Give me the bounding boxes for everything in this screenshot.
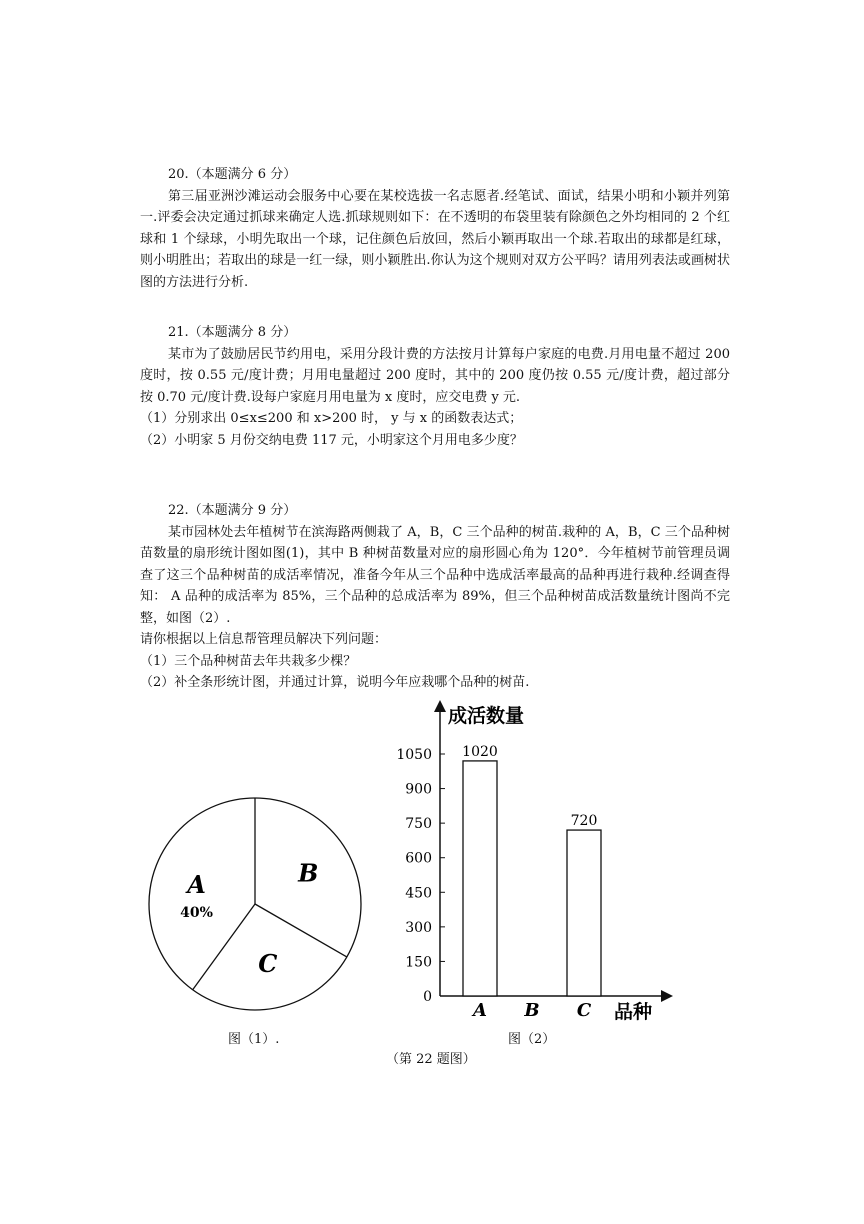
y-tick-label: 300 [405,919,432,936]
bar-data-label-c: 720 [570,813,598,830]
problem-text: 第三届亚洲沙滩运动会服务中心要在某校选拔一名志愿者.经笔试、面试，结果小明和小颖并列第一.评委会决定通过抓球来确定人选.抓球规则如下：在不透明的布袋里装有除颜色之外均相同的 2 个红球和 1 个绿球，小明先取出一个球，记住颜色后放回，然后小颖再取出一个球.若取出的球都是红球，则小明胜出；若取出的球是一红一绿，则小颖胜出.你认为这个规则对双方公平吗？请用列表法或画树状图的方法进行分析. [140,188,730,290]
problem-heading: 20.（本题满分 6 分） [168,167,297,182]
question-2: （2）补全条形统计图，并通过计算，说明今年应栽哪个品种的树苗. [140,675,530,690]
pie-chart [140,796,370,1012]
question-2: （2）小明家 5 月份交纳电费 117 元，小明家这个月用电多少度？ [140,432,523,448]
problem-22 [140,500,730,694]
problem-heading: 22.（本题满分 9 分） [168,503,297,518]
y-tick-label: 600 [405,850,432,867]
problem-21 [140,322,730,451]
pie-slice-label-b: B [298,858,319,888]
figure-2-caption: 图（2） [508,1032,556,1047]
y-tick-label: 900 [405,781,432,798]
y-tick-label: 450 [405,885,432,902]
problem-text: 某市为了鼓励居民节约用电，采用分段计费的方法按月计算每户家庭的电费.月用电量不超过 200 度时，按 0.55 元/度计费；月用电量超过 200 度时，其中的 200 度仍按 0.55 元/度计费，超过部分按 0.70 元/度计费.设每户家庭月用电量为 x 度时，应交电费 y 元. [140,346,730,405]
bar-a [463,761,497,996]
figure-group-caption: （第 22 题图） [386,1052,476,1067]
problem-instruction: 请你根据以上信息帮管理员解决下列问题： [140,632,388,647]
pie-slice-label-c: C [258,949,278,979]
figure-1-caption: 图（1）. [228,1032,280,1047]
problem-heading: 21.（本题满分 8 分） [168,325,297,340]
problem-text: 某市园林处去年植树节在滨海路两侧栽了 A，B，C 三个品种的树苗.栽种的 A，B，C 三个品种树苗数量的扇形统计图如图(1)，其中 B 种树苗数量对应的扇形圆心角为 120°．今年植树节前管理员调查了这三个品种树苗的成活率情况，准备今年从三个品种中选成活率最高的品种再进行栽种.经调查得知： A 品种的成活率为 85%，三个品种的总成活率为 89%，但三个品种树苗成活数量统计图尚不完整，如图（2）. [140,524,730,626]
y-tick-label: 750 [405,816,432,833]
x-tick-label-a: A [473,1000,487,1021]
bar-chart [392,696,682,1026]
y-tick-label: 150 [405,954,432,971]
question-1: （1）三个品种树苗去年共栽多少棵？ [140,653,357,669]
y-tick-label: 1050 [396,747,432,763]
x-axis-title: 品种 [614,1001,653,1023]
x-tick-label-c: C [576,1000,592,1021]
y-tick-label: 0 [423,989,432,1005]
problem-20 [140,164,730,293]
x-tick-label-b: B [524,1000,540,1021]
bar-data-label-a: 1020 [462,743,498,760]
y-axis-title: 成活数量 [448,705,525,727]
question-1: （1）分别求出 0≤x≤200 和 x>200 时， y 与 x 的函数表达式； [140,411,523,426]
bar-c [567,830,601,996]
pie-slice-label-a: A [187,870,206,900]
pie-slice-percent-a: 40% [180,905,213,922]
